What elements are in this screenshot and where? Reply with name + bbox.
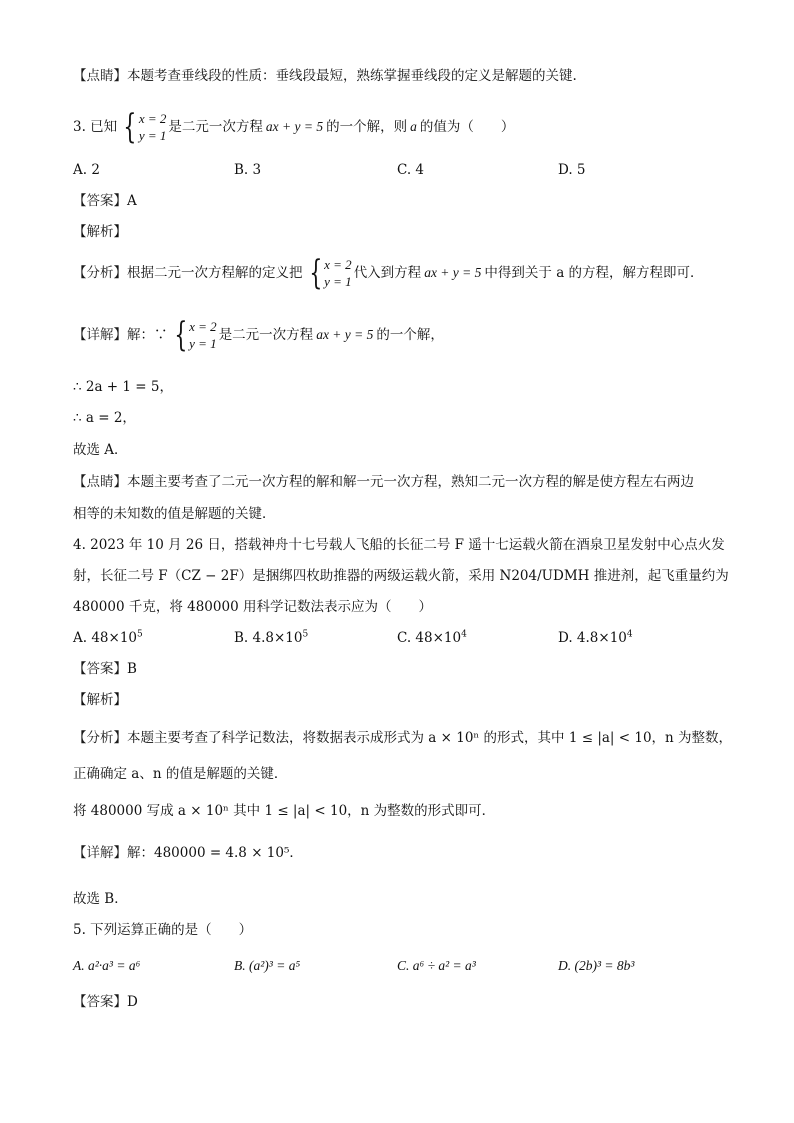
fenxi-text-2: 正确确定 a、n 的值是解题的关键． — [73, 766, 288, 782]
dianjing-paragraph-q3 — [73, 472, 694, 492]
analysis-tag: 【解析】 — [73, 692, 127, 708]
equation-x: x = 2 — [324, 257, 352, 272]
fenxi-text-3: 中得到关于 a 的方程，解方程即可． — [484, 265, 704, 281]
step-1: ∴ 2a + 1 = 5， — [73, 379, 173, 395]
question-3-tail1: 的一个解，则 — [326, 119, 408, 135]
option-c: C. a⁶ ÷ a² = a³ — [397, 958, 476, 973]
step-2: ∴ a = 2， — [73, 410, 136, 426]
question-3-tail2: 的值为（ ） — [419, 119, 515, 135]
fenxi-paragraph-q4 — [73, 728, 732, 748]
answer-tag: 【答案】 — [73, 193, 127, 209]
analysis-tag: 【解析】 — [73, 224, 127, 240]
xiangjie-text: 解：480000 = 4.8 × 10⁵． — [127, 845, 303, 861]
xiangjie-tag: 【详解】 — [73, 327, 127, 343]
question-3-equation: ax + y = 5 — [265, 119, 324, 134]
answer-value: B — [127, 661, 137, 677]
xiangjie-tag: 【详解】 — [73, 845, 127, 861]
equation-x: x = 2 — [138, 111, 167, 126]
answer-tag: 【答案】 — [73, 661, 127, 677]
fenxi-equation: ax + y = 5 — [424, 265, 482, 280]
equation-system — [119, 107, 167, 147]
dianjing-text: 本题考查垂线段的性质：垂线段最短，熟练掌握垂线段的定义是解题的关键. — [127, 68, 577, 84]
brace-symbol: { — [173, 315, 187, 355]
equation-y: y = 1 — [189, 336, 217, 351]
equation-y: y = 1 — [324, 274, 352, 289]
question-3-stem — [73, 107, 515, 147]
fenxi-text-1: 根据二元一次方程解的定义把 — [127, 265, 303, 281]
fenxi-tag: 【分析】 — [73, 730, 127, 746]
fenxi-text-2: 代入到方程 — [353, 265, 422, 281]
equation-x: x = 2 — [189, 319, 217, 334]
question-3-var: a — [410, 119, 417, 134]
answer-value: D — [127, 994, 138, 1010]
option-d: D. $4.8\times 10^4$ — [558, 629, 633, 646]
option-c: C. 4 — [397, 162, 425, 178]
dianjing-text-1: 本题主要考查了二元一次方程的解和解一元一次方程，熟知二元一次方程的解是使方程左右两边 — [127, 474, 694, 490]
answer-tag: 【答案】 — [73, 994, 127, 1010]
dianjing-tag: 【点睛】 — [73, 474, 127, 490]
question-3-number: 3. 已知 — [73, 119, 118, 135]
brace-symbol: { — [308, 253, 322, 293]
xiangjie-paragraph — [73, 315, 444, 355]
option-d: D. (2b)³ = 8b³ — [558, 958, 635, 973]
question-4-line-3: 480000 千克，将 480000 用科学记数法表示应为（ ） — [73, 599, 432, 615]
xiangjie-equation: ax + y = 5 — [316, 327, 374, 342]
fenxi-text-3: 将 480000 写成 a × 10ⁿ 其中 1 ≤ |a| < 10，n 为整数的形式即可． — [73, 803, 496, 819]
fenxi-tag: 【分析】 — [73, 265, 127, 281]
question-5-stem: 5. 下列运算正确的是（ ） — [73, 922, 253, 938]
question-4-line-2: 射，长征二号 F（CZ − 2F）是捆绑四枚助推器的两级运载火箭，采用 N204/UDMH 推进剂，起飞重量约为 — [73, 568, 729, 584]
xiangjie-paragraph-q4 — [73, 843, 303, 863]
dianjing-tag: 【点睛】 — [73, 68, 127, 84]
answer-line — [73, 659, 137, 679]
option-b: B. (a²)³ = a⁵ — [234, 958, 301, 973]
choose-line: 故选 B． — [73, 891, 128, 907]
dianjing-paragraph — [73, 66, 577, 86]
xiangjie-text-3: 的一个解， — [376, 327, 444, 343]
option-a: A. a²·a³ = a⁶ — [73, 958, 141, 973]
option-a: A. $48\times 10^5$ — [73, 629, 143, 646]
dianjing-text-2: 相等的未知数的值是解题的关键． — [73, 506, 276, 522]
brace-symbol: { — [123, 107, 137, 147]
option-b: B. 3 — [234, 162, 262, 178]
answer-line — [73, 992, 138, 1012]
question-3-mid: 是二元一次方程 — [168, 119, 263, 135]
option-c: C. $48\times 10^4$ — [397, 629, 467, 646]
option-b: B. $4.8\times 10^5$ — [234, 629, 309, 646]
answer-line — [73, 191, 137, 211]
equation-system — [170, 315, 217, 355]
equation-system — [305, 253, 352, 293]
choose-line: 故选 A． — [73, 442, 128, 458]
fenxi-paragraph — [73, 253, 704, 293]
xiangjie-text-2: 是二元一次方程 — [218, 327, 314, 343]
option-a: A. 2 — [73, 162, 100, 178]
fenxi-text-1: 本题主要考查了科学记数法，将数据表示成形式为 a × 10ⁿ 的形式，其中 1 ≤ |a| < 10，n 为整数， — [127, 730, 733, 746]
question-4-line-1: 4. 2023 年 10 月 26 日，搭载神舟十七号载人飞船的长征二号 F 遥十七运载火箭在酒泉卫星发射中心点火发 — [73, 537, 725, 553]
xiangjie-text-1: 解：∵ — [127, 327, 168, 343]
equation-y: y = 1 — [138, 128, 167, 143]
option-d: D. 5 — [558, 162, 586, 178]
answer-value: A — [127, 193, 137, 209]
